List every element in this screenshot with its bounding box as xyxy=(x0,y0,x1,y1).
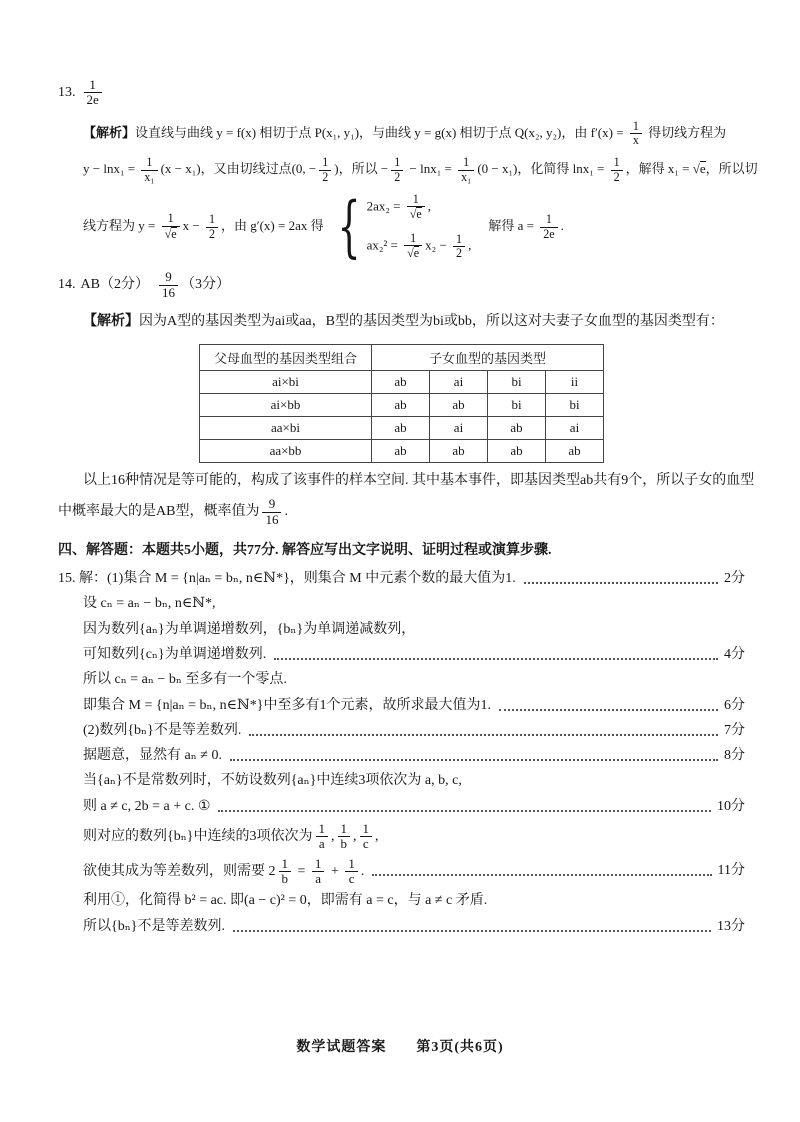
line-content: 所以{bₙ}不是等差数列. xyxy=(83,918,225,934)
radical-sign: √ xyxy=(692,161,700,176)
fraction-denominator: c xyxy=(345,871,358,886)
fraction xyxy=(316,822,329,852)
line-content: 可知数列{cₙ}为单调递增数列. xyxy=(83,646,267,662)
fraction-numerator: 1 xyxy=(167,211,174,226)
child-genotype-cell: ab xyxy=(372,440,430,463)
fraction-denominator xyxy=(162,226,180,242)
math-line xyxy=(58,917,745,937)
fraction xyxy=(338,822,351,852)
radical-sign: √ xyxy=(409,207,417,222)
fraction-denominator: a xyxy=(316,836,329,851)
parent-combo-cell: ai×bb xyxy=(200,394,372,417)
math-line xyxy=(58,822,745,852)
fraction-denominator xyxy=(407,206,425,222)
fraction xyxy=(162,212,180,241)
left-brace: { xyxy=(337,187,361,265)
math-line xyxy=(58,746,745,766)
child-genotype-cell: bi xyxy=(488,394,546,417)
fraction xyxy=(360,822,373,852)
score-label: 10分 xyxy=(717,798,745,814)
fraction-numerator: 1 xyxy=(208,212,215,227)
table-row xyxy=(200,371,604,394)
line-content: 所以 cₙ = aₙ − bₙ 至多有一个零点. xyxy=(83,672,287,688)
fraction-numerator: 1 xyxy=(545,212,552,227)
child-genotype-cell: ab xyxy=(488,417,546,440)
child-genotype-cell: ii xyxy=(546,371,604,394)
line-content: 设 cₙ = aₙ − bₙ, n∈ℕ*, xyxy=(83,596,216,612)
score-label: 11分 xyxy=(717,863,745,879)
equation-system xyxy=(328,187,472,265)
p13-answer-line xyxy=(58,78,745,108)
line-content: 以上16种情况是等可能的，构成了该事件的样本空间. 其中基本事件，即基因类型ab共有9个，所以子女的血型 xyxy=(83,473,755,489)
sqrt xyxy=(410,207,422,221)
line-content: 因为数列{aₙ}为单调递增数列，{bₙ}为单调递减数列， xyxy=(83,621,416,637)
sqrt xyxy=(407,246,419,260)
section-four-heading: 四、解答题：本题共5小题，共77分. 解答应写出文字说明、证明过程或演算步骤. xyxy=(58,543,552,559)
math-line xyxy=(58,645,745,665)
line-content: 中概率最大的是AB型，概率值为 $\frac{9}{16}$ . xyxy=(58,496,288,527)
radical-sign: √ xyxy=(407,246,414,261)
dot-leader xyxy=(372,874,711,876)
fraction-numerator: 1 xyxy=(410,231,417,246)
child-genotype-cell: ai xyxy=(546,417,604,440)
dot-leader xyxy=(218,810,711,812)
fraction-denominator: 2 xyxy=(453,246,465,260)
math-line xyxy=(58,696,745,716)
math-line xyxy=(58,891,745,911)
fraction-numerator: 1 xyxy=(314,855,322,871)
fraction-numerator: 9 xyxy=(165,269,172,285)
line-content: 利用①，化简得 b² = ac. 即(a − c)² = 0，即需有 a = c，与 a ≠ c 矛盾. xyxy=(83,893,488,909)
score-label: 6分 xyxy=(724,697,745,713)
dot-leader xyxy=(499,709,718,711)
p14-conclusion xyxy=(58,471,755,527)
radicand: e xyxy=(171,226,177,241)
child-genotype-cell: ab xyxy=(488,440,546,463)
child-genotype-cell: ab xyxy=(430,394,488,417)
math-line xyxy=(58,620,745,640)
math-line xyxy=(58,312,745,332)
fraction-denominator: b xyxy=(338,836,351,851)
radicand: e xyxy=(416,207,422,222)
fraction-denominator: x₁ xyxy=(141,170,157,184)
equation-rows xyxy=(367,193,472,261)
fraction xyxy=(407,193,425,222)
math-line xyxy=(58,771,745,791)
page-footer: 数学试题答案 第3页(共6页) xyxy=(296,1040,504,1055)
fraction-numerator: 1 xyxy=(463,155,470,170)
fraction-denominator: 2 xyxy=(319,170,331,184)
line-content: 当{aₙ}不是常数列时，不妨设数列{aₙ}中连续3项依次为 a, b, c, xyxy=(83,773,462,789)
line-content: 据题意，显然有 aₙ ≠ 0. xyxy=(83,748,222,764)
header-child-genotype: 子女血型的基因类型 xyxy=(372,345,604,371)
fraction xyxy=(84,78,102,108)
table-row xyxy=(200,417,604,440)
fraction-denominator: 16 xyxy=(262,512,281,527)
dot-leader xyxy=(233,930,711,932)
table-header-row xyxy=(200,345,604,371)
header-parent-combo: 父母血型的基因类型组合 xyxy=(200,345,372,371)
fraction-numerator: 9 xyxy=(268,496,276,512)
fraction xyxy=(206,213,218,241)
fraction-denominator: 2 xyxy=(391,170,403,184)
fraction xyxy=(345,857,358,887)
table-row xyxy=(200,440,604,463)
child-genotype-cell: bi xyxy=(546,394,604,417)
fraction-numerator: 1 xyxy=(632,118,639,133)
table-body xyxy=(200,371,604,463)
fraction xyxy=(262,497,281,527)
problem-14 xyxy=(58,269,755,527)
line-content: 则 a ≠ c, 2b = a + c. ① xyxy=(83,798,211,814)
parent-combo-cell: aa×bb xyxy=(200,440,372,463)
fraction xyxy=(611,156,623,184)
sqrt xyxy=(165,227,177,241)
line-content: 【解析】设直线与曲线 y = f(x) 相切于点 P(x₁, y₁)，与曲线 y = g(x) 相切于点 Q(x₂, y₂)，由 f′(x) = $\frac{1}{x}$ 得切线方程为 xyxy=(83,118,727,147)
fraction-denominator xyxy=(404,245,422,261)
line-content: 欲使其成为等差数列，则需要 2 $\frac{1}{b}$ = $\frac{1}{a}$ + $\frac{1}{c}$ . xyxy=(83,855,365,886)
math-line xyxy=(58,857,745,887)
problem-15 xyxy=(58,569,745,937)
line-content: 则对应的数列{bₙ}中连续的3项依次为 $\frac{1}{a}$ , $\frac{1}{b}$ , $\frac{1}{c}$ , xyxy=(83,821,379,852)
radicand: e xyxy=(699,161,706,176)
fraction-denominator: 2 xyxy=(611,170,623,184)
math-line xyxy=(58,569,745,589)
p14-answer-line xyxy=(58,270,745,300)
analysis-label: 【解析】 xyxy=(83,313,139,329)
child-genotype-cell: ab xyxy=(546,440,604,463)
analysis-label: 【解析】 xyxy=(83,124,136,140)
fraction-numerator: 1 xyxy=(146,155,153,170)
child-genotype-cell: bi xyxy=(488,371,546,394)
fraction-denominator: 2 xyxy=(206,227,218,241)
math-line xyxy=(58,471,755,491)
fraction-numerator: 1 xyxy=(281,855,289,871)
dot-leader xyxy=(230,759,718,761)
math-line xyxy=(58,187,745,265)
fraction-denominator: b xyxy=(279,871,292,886)
fraction-numerator: 1 xyxy=(348,855,355,871)
fraction xyxy=(312,857,325,887)
dot-leader xyxy=(524,582,718,584)
p15-solution xyxy=(58,569,745,937)
problem-13 xyxy=(58,77,758,265)
fraction-denominator: x xyxy=(630,133,642,147)
child-genotype-cell: ab xyxy=(372,394,430,417)
score-label: 4分 xyxy=(724,646,745,662)
math-line xyxy=(58,594,745,614)
fraction xyxy=(141,156,157,184)
score-label: 2分 xyxy=(724,571,745,587)
fraction-denominator: 16 xyxy=(159,285,178,300)
fraction xyxy=(630,120,642,148)
child-genotype-cell: ai xyxy=(430,417,488,440)
math-line xyxy=(58,497,745,527)
equation-row: ax₂² = $\frac{1}{√e}$ x₂ − $\frac{1}{2}$ , xyxy=(366,231,472,261)
fraction-numerator: 1 xyxy=(394,155,401,170)
line-content: 即集合 M = {n|aₙ = bₙ, n∈ℕ*}中至多有1个元素，故所求最大值为1. xyxy=(83,697,491,713)
p14-number: 14. xyxy=(58,276,76,292)
fraction xyxy=(279,857,292,887)
line-content: 【解析】因为A型的基因类型为ai或aa，B型的基因类型为bi或bb，所以这对夫妻子女血型的基因类型有： xyxy=(83,313,724,329)
line-content: 线方程为 y = $\frac{1}{√e}$ x − $\frac{1}{2}$ ，由 g′(x) = 2ax 得 { 2ax₂ = $\frac{1}{√e}$ , ax₂² = $\frac{1}{√e}$ x₂ − $\frac{1}{2}$ , 解得 a = $\frac{1}{2e}$ . xyxy=(83,187,564,265)
p14-answer: AB（2分） $\frac{9}{16}$ （3分） xyxy=(80,269,230,300)
math-line xyxy=(58,155,758,184)
fraction xyxy=(404,232,422,261)
math-line xyxy=(58,120,745,148)
child-genotype-cell: ab xyxy=(372,417,430,440)
math-line xyxy=(58,670,745,690)
child-genotype-cell: ab xyxy=(372,371,430,394)
fraction-numerator: 1 xyxy=(456,231,463,246)
fraction-numerator: 1 xyxy=(322,155,329,170)
math-line xyxy=(58,797,745,817)
radical-sign: √ xyxy=(164,226,172,241)
fraction-numerator: 1 xyxy=(412,191,419,206)
fraction-numerator: 1 xyxy=(613,155,620,170)
fraction-numerator: 1 xyxy=(340,821,348,837)
blood-type-table xyxy=(199,344,604,463)
p13-number: 13. xyxy=(58,84,76,100)
p13-answer xyxy=(81,78,105,108)
fraction-denominator: c xyxy=(360,836,373,851)
fraction-denominator: 2e xyxy=(540,227,557,241)
line-content: 15. 解：(1)集合 M = {n|aₙ = bₙ, n∈ℕ*}，则集合 M 中元素个数的最大值为1. xyxy=(58,571,516,587)
fraction xyxy=(540,213,557,241)
fraction-numerator: 1 xyxy=(362,821,370,837)
fraction xyxy=(159,270,178,300)
dot-leader xyxy=(274,658,718,660)
radicand: e xyxy=(413,246,420,261)
sqrt xyxy=(693,161,706,176)
fraction xyxy=(458,156,474,184)
score-label: 7分 xyxy=(724,722,745,738)
dot-leader xyxy=(249,734,718,736)
p14-analysis xyxy=(58,312,745,332)
fraction xyxy=(453,233,465,261)
fraction-denominator: 2e xyxy=(84,92,102,107)
fraction-numerator: 1 xyxy=(318,821,326,837)
parent-combo-cell: ai×bi xyxy=(200,371,372,394)
line-content: (2)数列{bₙ}不是等差数列. xyxy=(83,722,242,738)
fraction-numerator: 1 xyxy=(89,77,96,92)
score-label: 13分 xyxy=(717,918,745,934)
fraction xyxy=(319,156,331,184)
line-content: y − lnx₁ = $\frac{1}{\text{x₁}}$ (x − x₁)，又由切线过点(0, − $\frac{1}{2}$ )，所以 − $\frac{1}{2}$ − lnx₁ = $\frac{1}{\text{x₁}}$ (0 − x₁)，化简得 lnx₁ = $\frac{1}{2}$ ，解得 x₁ = √e，所以切 xyxy=(83,155,758,184)
score-label: 8分 xyxy=(724,748,745,764)
fraction-denominator: a xyxy=(312,871,325,886)
p13-analysis xyxy=(58,118,758,265)
equation-row: 2ax₂ = $\frac{1}{√e}$ , xyxy=(366,191,432,222)
child-genotype-cell: ai xyxy=(430,371,488,394)
table-row xyxy=(200,394,604,417)
child-genotype-cell: ab xyxy=(430,440,488,463)
fraction xyxy=(391,156,403,184)
fraction-denominator: x₁ xyxy=(458,170,474,184)
parent-combo-cell: aa×bi xyxy=(200,417,372,440)
math-line xyxy=(58,721,745,741)
